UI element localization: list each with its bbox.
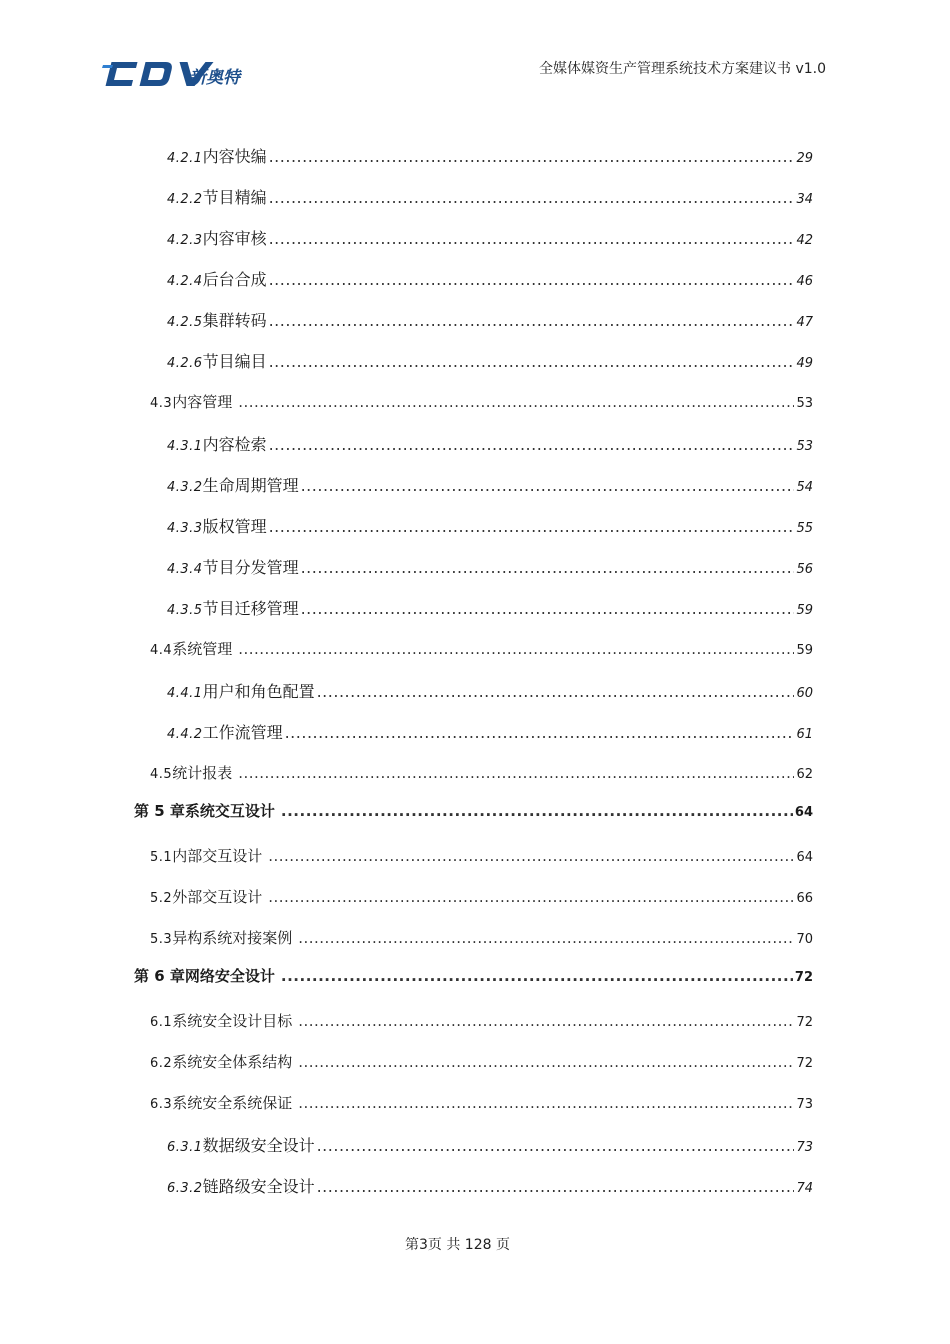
- toc-entry-number: 4.2.3: [167, 233, 203, 248]
- toc-entry-page-number: 72: [796, 1056, 813, 1071]
- toc-dot-leader: [269, 311, 795, 330]
- toc-entry-page-number: 55: [796, 521, 813, 536]
- toc-entry-number: 4.3: [150, 396, 173, 411]
- toc-entry-title: 内容管理: [172, 393, 233, 411]
- toc-dot-leader: [298, 1094, 794, 1112]
- toc-entry-number: 4.3.3: [167, 521, 203, 536]
- toc-entry-page-number: 61: [796, 727, 813, 742]
- toc-entry-number: 4.3.2: [167, 480, 203, 495]
- toc-dot-leader: [317, 1136, 795, 1155]
- toc-entry[interactable]: [167, 514, 813, 537]
- toc-entry-number: 6.2: [150, 1056, 173, 1071]
- toc-entry-number: 第 6 章: [134, 967, 185, 985]
- toc-dot-leader: [301, 558, 795, 577]
- toc-entry-title: 系统安全体系结构: [172, 1053, 293, 1071]
- toc-entry-number: 6.3.2: [167, 1181, 203, 1196]
- toc-entry[interactable]: [167, 679, 813, 702]
- toc-entry-title: 内部交互设计: [172, 847, 263, 865]
- toc-entry[interactable]: [150, 886, 813, 907]
- toc-entry-title: 链路级安全设计: [202, 1177, 315, 1196]
- toc-dot-leader: [269, 517, 795, 536]
- toc-entry-number: 6.3.1: [167, 1140, 203, 1155]
- toc-dot-leader: [269, 435, 795, 454]
- toc-entry[interactable]: [167, 226, 813, 249]
- toc-entry-title: 数据级安全设计: [202, 1136, 315, 1155]
- toc-entry[interactable]: [167, 432, 813, 455]
- toc-entry-page-number: 72: [794, 970, 813, 985]
- toc-entry-page-number: 64: [796, 850, 813, 865]
- toc-entry-number: 4.4: [150, 643, 173, 658]
- toc-entry-title: 节目精编: [202, 188, 267, 207]
- toc-entry-title: 版权管理: [202, 517, 267, 536]
- toc-entry-page-number: 72: [796, 1015, 813, 1030]
- toc-entry-number: 4.2.4: [167, 274, 203, 289]
- toc-entry-page-number: 73: [796, 1140, 813, 1155]
- toc-entry[interactable]: [167, 349, 813, 372]
- toc-dot-leader: [238, 393, 794, 411]
- toc-dot-leader: [269, 188, 795, 207]
- toc-entry-number: 4.5: [150, 767, 173, 782]
- toc-entry-title: 工作流管理: [202, 723, 283, 742]
- toc-entry-page-number: 29: [796, 151, 813, 166]
- toc-entry-page-number: 59: [796, 643, 813, 658]
- toc-dot-leader: [268, 847, 794, 865]
- toc-entry-title: 系统安全设计目标: [172, 1012, 293, 1030]
- toc-entry-number: 4.3.4: [167, 562, 203, 577]
- toc-entry[interactable]: [167, 308, 813, 331]
- toc-entry-page-number: 47: [796, 315, 813, 330]
- toc-dot-leader: [298, 1012, 794, 1030]
- toc-entry[interactable]: [150, 391, 813, 412]
- toc-entry-page-number: 70: [796, 932, 813, 947]
- toc-entry-title: 系统安全系统保证: [172, 1094, 293, 1112]
- toc-entry[interactable]: [150, 1010, 813, 1031]
- toc-entry[interactable]: [134, 800, 813, 821]
- toc-entry-number: 4.2.6: [167, 356, 203, 371]
- toc-entry-number: 4.2.2: [167, 192, 203, 207]
- toc-entry[interactable]: [167, 1174, 813, 1197]
- toc-dot-leader: [269, 270, 795, 289]
- toc-entry-title: 统计报表: [172, 764, 233, 782]
- toc-entry-number: 4.3.1: [167, 439, 203, 454]
- toc-entry-title: 系统交互设计: [184, 802, 275, 820]
- toc-entry[interactable]: [150, 638, 813, 659]
- toc-entry-number: 6.3: [150, 1097, 173, 1112]
- toc-entry-page-number: 64: [794, 805, 813, 820]
- toc-dot-leader: [238, 764, 794, 782]
- toc-dot-leader: [281, 967, 793, 985]
- toc-dot-leader: [269, 229, 795, 248]
- toc-entry[interactable]: [150, 927, 813, 948]
- toc-entry-title: 内容审核: [202, 229, 267, 248]
- toc-entry[interactable]: [150, 762, 813, 783]
- toc-entry-page-number: 74: [796, 1181, 813, 1196]
- toc-dot-leader: [301, 599, 795, 618]
- toc-dot-leader: [298, 929, 794, 947]
- toc-entry[interactable]: [150, 1092, 813, 1113]
- toc-entry-title: 后台合成: [202, 270, 267, 289]
- toc-dot-leader: [269, 352, 795, 371]
- logo-chinese-text: 新奥特: [189, 68, 240, 88]
- toc-entry-title: 节目分发管理: [202, 558, 299, 577]
- toc-entry-page-number: 42: [796, 233, 813, 248]
- document-header-title: 全媒体媒资生产管理系统技术方案建议书 v1.0: [539, 61, 826, 77]
- toc-dot-leader: [298, 1053, 794, 1071]
- toc-dot-leader: [301, 476, 795, 495]
- toc-entry[interactable]: [167, 185, 813, 208]
- toc-entry-number: 4.4.1: [167, 686, 203, 701]
- toc-entry-number: 第 5 章: [134, 802, 185, 820]
- toc-entry[interactable]: [167, 267, 813, 290]
- toc-entry-title: 集群转码: [202, 311, 267, 330]
- toc-entry-number: 4.2.1: [167, 151, 203, 166]
- toc-dot-leader: [238, 640, 794, 658]
- toc-entry-page-number: 46: [796, 274, 813, 289]
- toc-dot-leader: [317, 1177, 795, 1196]
- toc-entry[interactable]: [150, 1051, 813, 1072]
- toc-dot-leader: [281, 802, 793, 820]
- toc-entry[interactable]: [167, 473, 813, 496]
- toc-entry-page-number: 73: [796, 1097, 813, 1112]
- toc-entry[interactable]: [167, 1133, 813, 1156]
- toc-dot-leader: [285, 723, 795, 742]
- toc-entry-number: 5.1: [150, 850, 173, 865]
- toc-entry-number: 5.3: [150, 932, 173, 947]
- toc-entry-page-number: 49: [796, 356, 813, 371]
- page-footer: 第3页 共 128 页: [405, 1237, 510, 1253]
- toc-entry-page-number: 59: [796, 603, 813, 618]
- toc-entry[interactable]: [167, 596, 813, 619]
- toc-dot-leader: [268, 888, 794, 906]
- toc-entry-title: 节目编目: [202, 352, 267, 371]
- toc-entry-number: 4.3.5: [167, 603, 203, 618]
- toc-entry[interactable]: [167, 144, 813, 167]
- toc-entry-page-number: 66: [796, 891, 813, 906]
- toc-entry-title: 生命周期管理: [202, 476, 299, 495]
- toc-entry-title: 用户和角色配置: [202, 682, 315, 701]
- toc-entry-number: 4.2.5: [167, 315, 203, 330]
- toc-entry-page-number: 34: [796, 192, 813, 207]
- toc-entry-page-number: 53: [796, 396, 813, 411]
- toc-entry[interactable]: [134, 965, 813, 986]
- toc-entry-page-number: 60: [796, 686, 813, 701]
- toc-entry-title: 节目迁移管理: [202, 599, 299, 618]
- toc-entry-number: 5.2: [150, 891, 173, 906]
- toc-entry-title: 系统管理: [172, 640, 233, 658]
- toc-entry-number: 4.4.2: [167, 727, 203, 742]
- toc-entry-title: 内容快编: [202, 147, 267, 166]
- toc-dot-leader: [269, 147, 795, 166]
- toc-entry-number: 6.1: [150, 1015, 173, 1030]
- toc-entry-title: 网络安全设计: [184, 967, 275, 985]
- toc-entry-page-number: 54: [796, 480, 813, 495]
- toc-dot-leader: [317, 682, 795, 701]
- toc-entry-title: 外部交互设计: [172, 888, 263, 906]
- toc-entry[interactable]: [167, 555, 813, 578]
- toc-entry-title: 内容检索: [202, 435, 267, 454]
- toc-entry[interactable]: [167, 720, 813, 743]
- toc-entry-title: 异构系统对接案例: [172, 929, 293, 947]
- toc-entry[interactable]: [150, 845, 813, 866]
- toc-entry-page-number: 53: [796, 439, 813, 454]
- toc-entry-page-number: 62: [796, 767, 813, 782]
- toc-entry-page-number: 56: [796, 562, 813, 577]
